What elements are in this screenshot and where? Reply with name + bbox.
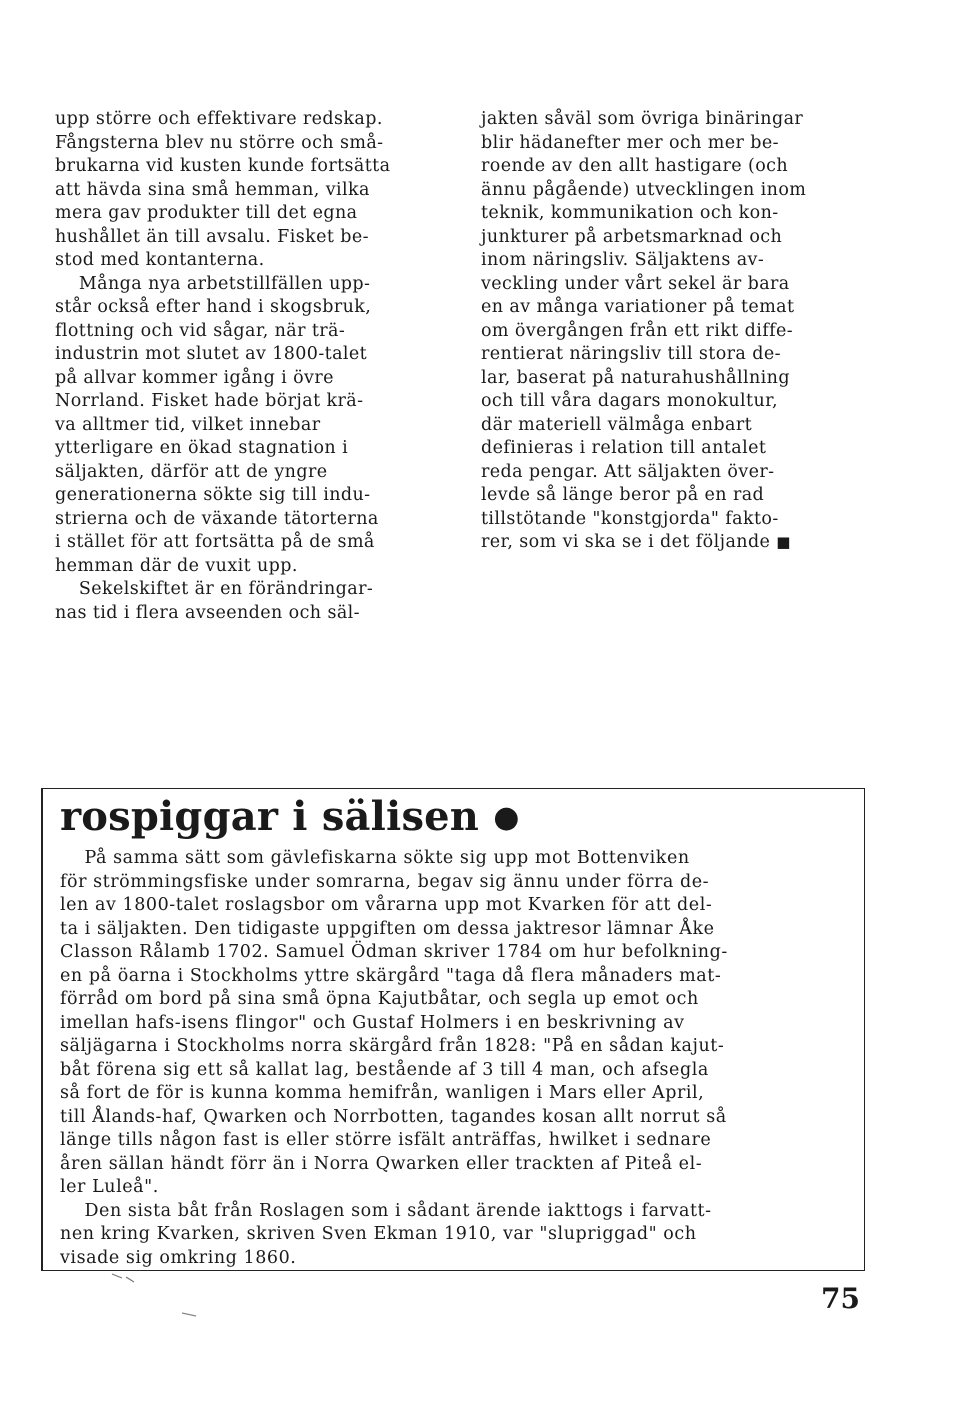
end-mark: ■: [776, 533, 791, 551]
text-line: generationerna sökte sig till indu-: [55, 485, 371, 505]
text-line: hushållet än till avsalu. Fisket be-: [55, 226, 369, 247]
text-line: Många nya arbetstillfällen upp-: [55, 273, 371, 294]
box-text-line: länge tills någon fast is eller större isfält anträffas, hwilket i sednare: [60, 1130, 712, 1150]
box-text-line: säljägarna i Stockholms norra skärgård från 1828: "På en sådan kajut-: [60, 1036, 725, 1056]
text-line: mera gav produkter till det egna: [55, 203, 358, 223]
page-number: 75: [821, 1282, 860, 1315]
box-text-line: Den sista båt från Roslagen som i sådant ärende iakttogs i farvatt-: [60, 1200, 712, 1221]
text-line: strierna och de växande tätorterna: [55, 508, 379, 529]
text-line: veckling under vårt sekel är bara: [481, 273, 790, 294]
text-line: nas tid i flera avseenden och säl-: [55, 602, 360, 623]
text-line: definieras i relation till antalet: [481, 438, 767, 458]
box-heading: [60, 793, 520, 842]
box-text-line: På samma sätt som gävlefiskarna sökte sig upp mot Bottenviken: [60, 848, 690, 868]
text-line: på allvar kommer igång i övre: [55, 367, 334, 388]
left-column: [55, 108, 455, 625]
text-line: om övergången från ett rikt diffe-: [481, 320, 794, 341]
box-text-line: så fort de för is kunna komma hemifrån, wanligen i Mars eller April,: [60, 1083, 705, 1103]
text-line: Fångsterna blev nu större och små-: [55, 132, 384, 153]
text-line: att hävda sina små hemman, vilka: [55, 179, 370, 200]
text-line: i stället för att fortsätta på de små: [55, 532, 375, 552]
sidebar-box: [41, 788, 865, 1271]
text-line: stod med kontanterna.: [55, 250, 265, 270]
text-line: levde så länge beror på en rad: [481, 485, 765, 505]
text-line: reda pengar. Att säljakten över-: [481, 461, 775, 482]
box-text-line: ler Luleå".: [60, 1177, 159, 1197]
box-text-line: Classon Rålamb 1702. Samuel Ödman skriver 1784 om hur befolkning-: [60, 942, 728, 962]
text-line: brukarna vid kusten kunde fortsätta: [55, 156, 391, 176]
text-line: inom näringsliv. Säljaktens av-: [481, 250, 765, 270]
box-text-line: visade sig omkring 1860.: [60, 1247, 297, 1268]
box-body: [60, 847, 728, 1270]
box-text-line: åren sällan händt förr än i Norra Qwarken eller trackten af Piteå el-: [60, 1153, 703, 1174]
text-line: står också efter hand i skogsbruk,: [55, 297, 372, 317]
text-line: teknik, kommunikation och kon-: [481, 203, 779, 223]
text-line: tillstötande "konstgjorda" fakto-: [481, 508, 779, 529]
box-text-line: len av 1800-talet roslagsbor om vårarna upp mot Kvarken för att del-: [60, 895, 713, 915]
text-line: lar, baserat på naturahushållning: [481, 367, 790, 388]
box-heading-text: rospiggar i sälisen: [60, 793, 480, 840]
box-text-line: för strömmingsfiske under somrarna, begav sig ännu under förra de-: [60, 871, 710, 892]
box-text-line: förråd om bord på sina små öpna Kajutbåtar, och segla up emot och: [60, 989, 699, 1009]
text-line: där materiell välmåga enbart: [481, 414, 753, 435]
text-line: roende av den allt hastigare (och: [481, 156, 789, 176]
text-line: flottning och vid sågar, när trä-: [55, 320, 346, 341]
box-text-line: nen kring Kvarken, skriven Sven Ekman 1910, var "slupriggad" och: [60, 1224, 697, 1244]
right-column: [481, 108, 881, 555]
text-line: ännu pågående) utvecklingen inom: [481, 179, 807, 200]
text-line: en av många variationer på temat: [481, 297, 795, 317]
text-line: [481, 531, 881, 555]
box-text-line: båt förena sig ett så kallat lag, bestående af 3 till 4 man, och afsegla: [60, 1059, 709, 1080]
text-line: jakten såväl som övriga binäringar: [481, 109, 804, 129]
text-line: industrin mot slutet av 1800-talet: [55, 344, 368, 364]
text-line: rentierat näringsliv till stora de-: [481, 344, 781, 364]
text-line: ytterligare en ökad stagnation i: [55, 438, 349, 458]
text-line: upp större och effektivare redskap.: [55, 109, 383, 129]
text-line: Norrland. Fisket hade börjat krä-: [55, 391, 364, 411]
text-line-content: rer, som vi ska se i det följande: [481, 532, 771, 552]
text-line: hemman där de vuxit upp.: [55, 555, 298, 576]
text-line: junkturer på arbetsmarknad och: [481, 226, 783, 247]
text-line: Sekelskiftet är en förändringar-: [55, 579, 374, 599]
box-text-line: en på öarna i Stockholms yttre skärgård "taga då flera månaders mat-: [60, 965, 722, 986]
box-text-line: till Ålands-haf, Qwarken och Norrbotten, tagandes kosan allt norrut så: [60, 1106, 727, 1127]
text-line: va alltmer tid, vilket innebar: [55, 414, 321, 435]
bullet-icon: ●: [493, 800, 520, 835]
text-line: och till våra dagars monokultur,: [481, 391, 778, 411]
box-text-line: ta i säljakten. Den tidigaste uppgiften om dessa jaktresor lämnar Åke: [60, 918, 715, 939]
text-line: säljakten, därför att de yngre: [55, 461, 328, 482]
box-text-line: imellan hafs-isens flingor" och Gustaf Holmers i en beskrivning av: [60, 1012, 685, 1033]
scan-mark: [110, 1272, 200, 1322]
text-line: blir hädanefter mer och mer be-: [481, 132, 779, 153]
